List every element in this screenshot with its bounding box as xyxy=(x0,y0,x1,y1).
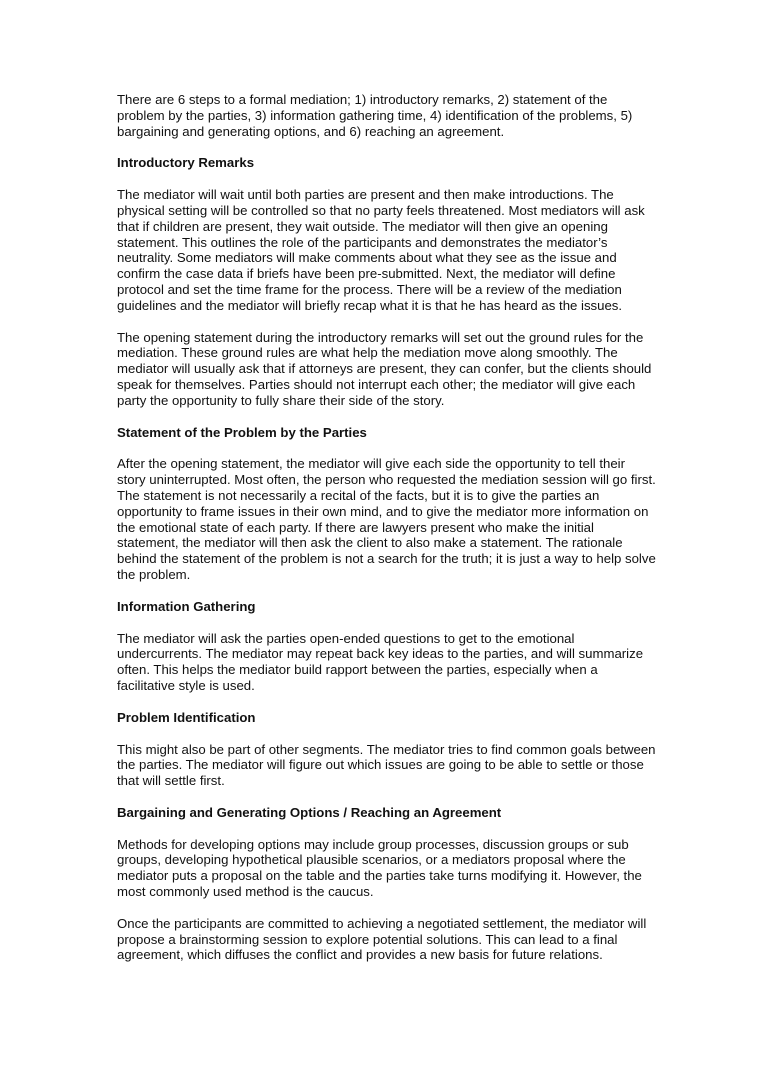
paragraph: This might also be part of other segments. The mediator tries to find common goals between the parties. The mediator will figure out which issues are going to be able to settle or those that will settle first. xyxy=(117,741,656,789)
paragraph: The opening statement during the introductory remarks will set out the ground rules for the mediation. These ground rules are what help the mediation move along smoothly. The mediator will usually ask that if attorneys are present, they can confer, but the clients should speak for themselves. Parties should not interrupt each other; the mediator will give each party the opportunity to fully share their side of the story. xyxy=(117,329,652,408)
section-heading-problem-identification: Problem Identification xyxy=(117,709,256,725)
section-heading-bargaining: Bargaining and Generating Options / Reaching an Agreement xyxy=(117,804,502,820)
paragraph: After the opening statement, the mediator will give each side the opportunity to tell their story uninterrupted. Most often, the person who requested the mediation session will go first. The statement is not necessarily a recital of the facts, but it is to give the parties an opportunity to frame issues in their own mind, and to give the mediator more information on the emotional state of each party. If there are lawyers present who make the initial statement, the mediator will then ask the client to also make a statement. The rationale behind the statement of the problem is not a search for the truth; it is just a way to help solve the problem. xyxy=(117,456,656,582)
section-heading-information-gathering: Information Gathering xyxy=(117,598,256,614)
paragraph: The mediator will wait until both parties are present and then make introductions. The physical setting will be controlled so that no party feels threatened. Most mediators will ask that if children are present, they wait outside. The mediator will then give an opening statement. This outlines the role of the participants and demonstrates the mediator’s neutrality. Some mediators will make comments about what they see as the issue and confirm the case data if briefs have been pre-submitted. Next, the mediator will define protocol and set the time frame for the process. There will be a review of the mediation guidelines and the mediator will briefly recap what it is that he has heard as the issues. xyxy=(117,187,645,313)
paragraph: The mediator will ask the parties open-ended questions to get to the emotional undercurrents. The mediator may repeat back key ideas to the parties, and will summarize often. This helps the mediator build rapport between the parties, especially when a facilitative style is used. xyxy=(117,630,644,693)
document-body xyxy=(117,92,657,979)
section-heading-introductory-remarks: Introductory Remarks xyxy=(117,155,255,171)
intro-paragraph: There are 6 steps to a formal mediation; 1) introductory remarks, 2) statement of the problem by the parties, 3) information gathering time, 4) identification of the problems, 5) bargaining and generating options, and 6) reaching an agreement. xyxy=(117,92,633,139)
paragraph: Once the participants are committed to achieving a negotiated settlement, the mediator will propose a brainstorming session to explore potential solutions. This can lead to a final agreement, which diffuses the conflict and provides a new basis for future relations. xyxy=(117,915,647,963)
section-heading-statement-of-problem: Statement of the Problem by the Parties xyxy=(117,424,367,440)
paragraph: Methods for developing options may include group processes, discussion groups or sub groups, developing hypothetical plausible scenarios, or a mediators proposal where the mediator puts a proposal on the table and the parties take turns modifying it. However, the most commonly used method is the caucus. xyxy=(117,836,642,900)
